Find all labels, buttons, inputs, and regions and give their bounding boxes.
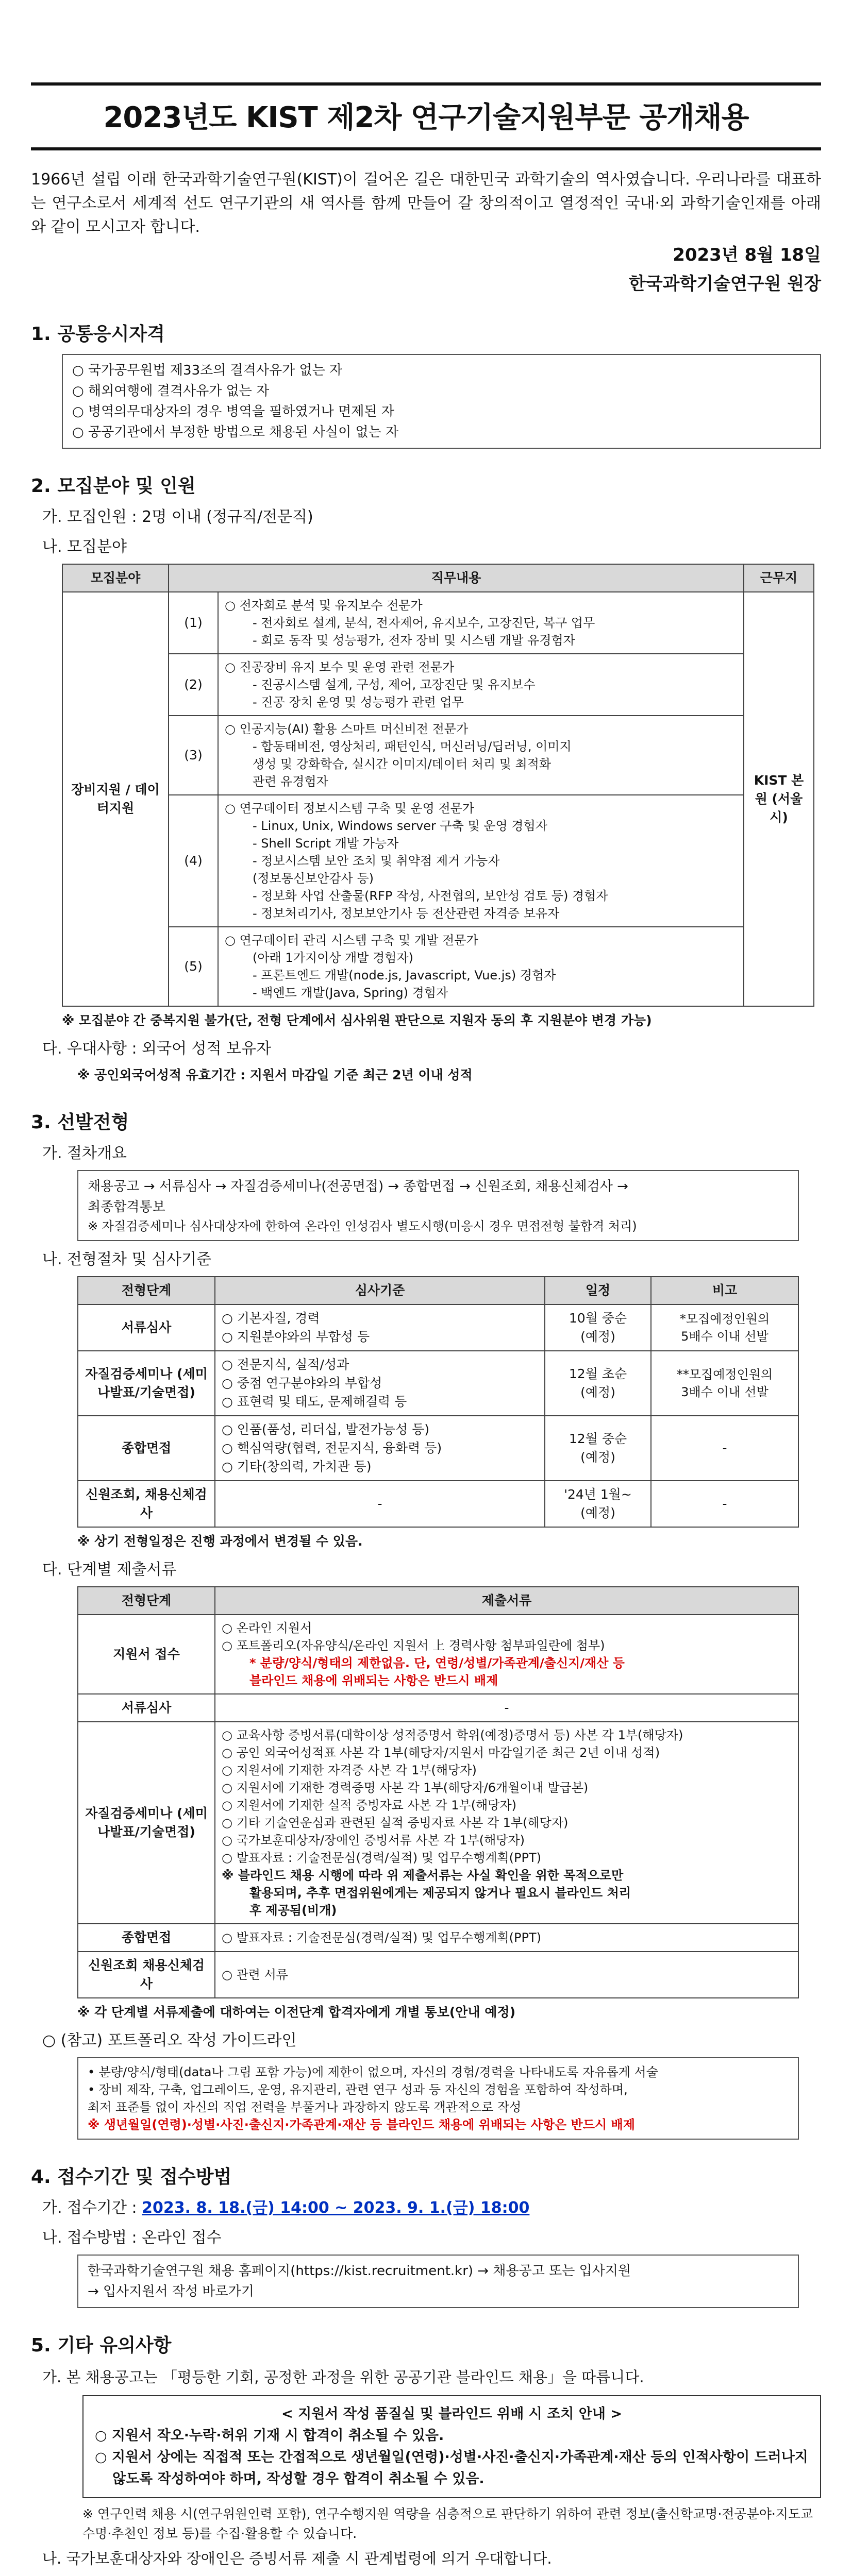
section-heading-recruitment: 2. 모집분야 및 인원 bbox=[31, 476, 196, 497]
section-heading-notes: 5. 기타 유의사항 bbox=[31, 2335, 172, 2356]
remark-line: **모집예정인원의 bbox=[676, 1367, 773, 1382]
table-header: 직무내용 bbox=[169, 564, 744, 592]
procedure-label: 가. 절차개요 bbox=[42, 1144, 127, 1162]
job-sub: - 프론트엔드 개발(node.js, Javascript, Vue.js) 경험자 bbox=[253, 968, 556, 982]
job-sub: - 전자회로 설계, 분석, 전자제어, 유지보수, 고장진단, 복구 업무 bbox=[253, 616, 595, 630]
application-period bbox=[42, 2197, 821, 2219]
stage-name: 신원조회 채용신체검사 bbox=[78, 1952, 215, 1998]
eligibility-item: ○ 공공기관에서 부정한 방법으로 채용된 사실이 없는 자 bbox=[72, 425, 399, 440]
schedule-line: 12월 중순 bbox=[569, 1431, 627, 1446]
document-item: ○ 지원서에 기재한 실적 증빙자료 사본 각 1부(해당자) bbox=[222, 1798, 517, 1812]
documents-label: 다. 단계별 제출서류 bbox=[42, 1561, 177, 1579]
stage-name: 종합면접 bbox=[78, 1416, 215, 1481]
job-sub: - 정보시스템 보안 조치 및 취약점 제거 가능자 bbox=[253, 854, 500, 868]
stage-name: 서류심사 bbox=[78, 1304, 215, 1351]
procedure-line: 채용공고 → 서류심사 → 자질검증세미나(전공면접) → 종합면접 → 신원조회, 채용신체검사 → bbox=[88, 1179, 628, 1194]
row-number: (2) bbox=[169, 654, 218, 716]
field-table bbox=[62, 564, 814, 1007]
eligibility-box bbox=[62, 354, 821, 449]
stage-name: 종합면접 bbox=[78, 1924, 215, 1952]
table-header: 모집분야 bbox=[62, 564, 169, 592]
note-item bbox=[42, 2547, 821, 2570]
criteria-item: ○ 지원분야와의 부합성 등 bbox=[222, 1329, 370, 1344]
blind-recruitment-note: 가. 본 채용공고는 「평등한 기회, 공정한 과정을 위한 공공기관 블라인드 채용」을 따릅니다. bbox=[42, 2368, 644, 2386]
row-number: (5) bbox=[169, 927, 218, 1006]
document-item: ○ 기타 기술연운심과 관련된 실적 증빙자료 사본 각 1부(해당자) bbox=[222, 1816, 569, 1830]
document-item: ○ 지원서에 기재한 경력증명 사본 각 1부(해당자/6개월이내 발급본) bbox=[222, 1781, 589, 1795]
job-sub: - Linux, Unix, Windows server 구축 및 운영 경험자 bbox=[253, 819, 547, 833]
document-item: ○ 포트폴리오(자유양식/온라인 지원서 上 경력사항 첨부파일란에 첨부) bbox=[222, 1638, 605, 1653]
blind-warning-item: ○ 지원서 작오·누락·허위 기재 시 합격이 취소될 수 있음. bbox=[95, 2428, 444, 2444]
remark-line: *모집예정인원의 bbox=[679, 1312, 770, 1326]
document-item: ○ 국가보훈대상자/장애인 증빙서류 사본 각 1부(해당자) bbox=[222, 1833, 525, 1848]
criteria-item: ○ 중점 연구분야와의 부합성 bbox=[222, 1376, 382, 1391]
notice-signer: 한국과학기술연구원 원장 bbox=[628, 274, 821, 294]
job-description bbox=[218, 927, 744, 1006]
schedule-line: '24년 1월~ bbox=[564, 1487, 632, 1502]
criteria-table bbox=[77, 1276, 799, 1528]
note-item bbox=[42, 2573, 821, 2576]
schedule-cell bbox=[545, 1481, 651, 1527]
criteria-item: ○ 기타(창의력, 가치관 등) bbox=[222, 1459, 372, 1474]
application-line: 한국과학기술연구원 채용 홈페이지(https://kist.recruitment.kr) → 채용공고 또는 입사지원 bbox=[88, 2263, 631, 2279]
document-warning: ※ 블라인드 채용 시행에 따라 위 제출서류는 사실 확인을 위한 목적으로만 bbox=[222, 1868, 624, 1883]
field-name: 장비지원 / 데이터지원 bbox=[62, 592, 169, 1006]
remark-cell: - bbox=[651, 1481, 798, 1527]
blind-warning-title: < 지원서 작성 품질실 및 블라인드 위배 시 조치 안내 > bbox=[281, 2406, 622, 2422]
remark-cell bbox=[651, 1304, 798, 1351]
remark-line: 3배수 이내 선발 bbox=[681, 1385, 769, 1399]
documents-cell: ○ 발표자료 : 기술전문심(경력/실적) 및 업무수행계획(PPT) bbox=[215, 1924, 798, 1952]
period-label: 가. 접수기간 : bbox=[42, 2199, 142, 2217]
job-main: ○ 진공장비 유지 보수 및 운영 관련 전문가 bbox=[225, 660, 455, 674]
job-sub: (정보통신보안감사 등) bbox=[253, 871, 374, 886]
preference-note: ※ 공인외국어성적 유효기간 : 지원서 마감일 기준 최근 2년 이내 성적 bbox=[77, 1067, 473, 1082]
schedule-line: (예정) bbox=[580, 1329, 615, 1344]
job-sub: - Shell Script 개발 가능자 bbox=[253, 836, 399, 851]
table-header: 비고 bbox=[651, 1277, 798, 1304]
job-sub: - 정보화 사업 산출물(RFP 작성, 사전협의, 보안성 검토 등) 경험자 bbox=[253, 889, 608, 903]
table-note: ※ 모집분야 간 중복지원 불가(단, 전형 단계에서 심사위원 판단으로 지원자 동의 후 지원분야 변경 가능) bbox=[62, 1013, 652, 1028]
research-personnel-note: ※ 연구인력 채용 시(연구위원인력 포함), 연구수행지원 역량을 심층적으로 판단하기 위하여 관련 정보(출신학교명·전공분야·지도교수명·추천인 정보 등)를 수집·활용할 수 있습니다. bbox=[82, 2506, 813, 2541]
job-description bbox=[218, 592, 744, 654]
row-number: (4) bbox=[169, 795, 218, 927]
job-main: ○ 전자회로 분석 및 유지보수 전문가 bbox=[225, 598, 423, 613]
job-sub: 생성 및 강화학습, 실시간 이미지/데이터 처리 및 최적화 bbox=[253, 757, 552, 771]
application-line: → 입사지원서 작성 바로가기 bbox=[88, 2284, 254, 2299]
schedule-note: ※ 상기 전형일정은 진행 과정에서 변경될 수 있음. bbox=[77, 1534, 363, 1549]
procedure-note: ※ 자질검증세미나 심사대상자에 한하여 온라인 인성검사 별도시행(미응시 경우 면접전형 불합격 처리) bbox=[88, 1219, 637, 1233]
criteria-cell bbox=[215, 1416, 545, 1481]
stage-name: 서류심사 bbox=[78, 1694, 215, 1722]
documents-cell bbox=[215, 1722, 798, 1924]
job-sub: (아래 1가지이상 개발 경험자) bbox=[253, 951, 413, 965]
recruit-count: 가. 모집인원 : 2명 이내 (정규직/전문직) bbox=[42, 508, 313, 526]
portfolio-item: • 분량/양식/형태(data나 그림 포함 가능)에 제한이 없으며, 자신의 경험/경력을 나타내도록 자유롭게 서술 bbox=[88, 2065, 658, 2079]
schedule-line: (예정) bbox=[580, 1385, 615, 1400]
eligibility-item: ○ 국가공무원법 제33조의 결격사유가 없는 자 bbox=[72, 363, 343, 378]
portfolio-item: • 장비 제작, 구축, 업그레이드, 운영, 유지관리, 관련 연구 성과 등 자신의 경험을 포함하여 작성하며, bbox=[88, 2082, 628, 2097]
document-warning: 활용되며, 추후 면접위원에게는 제공되지 않거나 필요시 블라인드 처리 bbox=[249, 1886, 631, 1900]
job-description bbox=[218, 716, 744, 795]
table-header: 전형단계 bbox=[78, 1277, 215, 1304]
procedure-box bbox=[77, 1170, 799, 1241]
remark-line: 5배수 이내 선발 bbox=[681, 1329, 769, 1344]
remark-cell bbox=[651, 1351, 798, 1416]
portfolio-warning: ※ 생년월일(연령)·성별·사진·출신지·가족관계·재산 등 블라인드 채용에 위배되는 사항은 반드시 배제 bbox=[88, 2117, 635, 2132]
schedule-line: (예정) bbox=[580, 1505, 615, 1520]
criteria-item: ○ 전문지식, 실적/성과 bbox=[222, 1357, 349, 1372]
job-description bbox=[218, 654, 744, 716]
work-location: KIST 본원 (서울시) bbox=[744, 592, 814, 1006]
schedule-line: 12월 초순 bbox=[569, 1366, 627, 1381]
stage-name: 신원조회, 채용신체검사 bbox=[78, 1481, 215, 1527]
table-header: 근무지 bbox=[744, 564, 814, 592]
portfolio-box bbox=[77, 2057, 799, 2140]
application-method: 나. 접수방법 : 온라인 접수 bbox=[42, 2229, 222, 2247]
schedule-line: (예정) bbox=[580, 1450, 615, 1465]
row-number: (1) bbox=[169, 592, 218, 654]
section-heading-application: 4. 접수기간 및 접수방법 bbox=[31, 2166, 232, 2188]
job-sub: - 정보처리기사, 정보보안기사 등 전산관련 자격증 보유자 bbox=[253, 906, 560, 921]
schedule-cell bbox=[545, 1304, 651, 1351]
stage-name: 지원서 접수 bbox=[78, 1615, 215, 1694]
procedure-line: 최종합격통보 bbox=[88, 1199, 165, 1215]
criteria-cell bbox=[215, 1304, 545, 1351]
preference-label: 다. 우대사항 : 외국어 성적 보유자 bbox=[42, 1040, 272, 1058]
criteria-item: ○ 기본자질, 경력 bbox=[222, 1311, 320, 1326]
recruit-field-label: 나. 모집분야 bbox=[42, 538, 127, 556]
table-header: 전형단계 bbox=[78, 1587, 215, 1615]
criteria-cell bbox=[215, 1351, 545, 1416]
table-header: 심사기준 bbox=[215, 1277, 545, 1304]
documents-cell: ○ 관련 서류 bbox=[215, 1952, 798, 1998]
documents-cell bbox=[215, 1615, 798, 1694]
schedule-cell bbox=[545, 1351, 651, 1416]
job-main: ○ 연구데이터 관리 시스템 구축 및 개발 전문가 bbox=[225, 933, 478, 947]
job-sub: - 합동태비전, 영상처리, 패턴인식, 머신러닝/딥러닝, 이미지 bbox=[253, 739, 572, 754]
criteria-item: ○ 인품(품성, 리더십, 발전가능성 등) bbox=[222, 1422, 429, 1437]
application-box bbox=[77, 2255, 799, 2308]
documents-cell: - bbox=[215, 1694, 798, 1722]
job-sub: - 회로 동작 및 성능평가, 전자 장비 및 시스템 개발 유경험자 bbox=[253, 633, 575, 648]
period-value: 2023. 8. 18.(금) 14:00 ~ 2023. 9. 1.(금) 18:00 bbox=[142, 2199, 530, 2217]
portfolio-heading: ○ (참고) 포트폴리오 작성 가이드라인 bbox=[42, 2031, 297, 2049]
blind-warning-box bbox=[82, 2395, 821, 2498]
document-item: ○ 지원서에 기재한 자격증 사본 각 1부(해당자) bbox=[222, 1763, 477, 1777]
document-warning: * 분량/양식/형태의 제한없음. 단, 연령/성별/가족관계/출신지/재산 등 bbox=[249, 1656, 625, 1670]
criteria-cell: - bbox=[215, 1481, 545, 1527]
job-sub: 관련 유경험자 bbox=[253, 774, 328, 789]
section-heading-selection: 3. 선발전형 bbox=[31, 1112, 129, 1133]
criteria-item: ○ 표현력 및 태도, 문제해결력 등 bbox=[222, 1394, 407, 1409]
document-item: ○ 교육사항 증빙서류(대학이상 성적증명서 학위(예정)증명서 등) 사본 각 1부(해당자) bbox=[222, 1728, 683, 1742]
document-warning: 블라인드 채용에 위배되는 사항은 반드시 배제 bbox=[249, 1673, 498, 1688]
documents-note: ※ 각 단계별 서류제출에 대하여는 이전단계 합격자에게 개별 통보(안내 예정) bbox=[77, 2005, 515, 2020]
criteria-label: 나. 전형절차 및 심사기준 bbox=[42, 1250, 211, 1268]
table-header: 일정 bbox=[545, 1277, 651, 1304]
document-item: ○ 공인 외국어성적표 사본 각 1부(해당자/지원서 마감일기준 최근 2년 이내 성적) bbox=[222, 1745, 660, 1760]
documents-table bbox=[77, 1586, 799, 1998]
eligibility-item: ○ 병역의무대상자의 경우 병역을 필하였거나 면제된 자 bbox=[72, 404, 394, 419]
schedule-cell bbox=[545, 1416, 651, 1481]
title-box bbox=[31, 82, 821, 150]
eligibility-item: ○ 해외여행에 결격사유가 없는 자 bbox=[72, 383, 270, 399]
notice-date: 2023년 8월 18일 bbox=[673, 245, 821, 265]
stage-name: 자질검증세미나 (세미나발표/기술면접) bbox=[78, 1722, 215, 1924]
portfolio-item: 최저 표준틀 없이 자신의 직업 전력을 부풀거나 과장하지 않도록 객관적으로 작성 bbox=[88, 2100, 522, 2114]
blind-warning-item: ○ 지원서 상에는 직접적 또는 간접적으로 생년월일(연령)·성별·사진·출신지·가족관계·재산 등의 인적사항이 드러나지 않도록 작성하여야 하며, 작성할 경우 합격이 취소될 수 있음. bbox=[95, 2449, 808, 2487]
job-main: ○ 인공지능(AI) 활용 스마트 머신비전 전문가 bbox=[225, 722, 469, 736]
job-sub: - 진공 장치 운영 및 성능평가 관련 업무 bbox=[253, 695, 464, 709]
job-sub: - 진공시스템 설계, 구성, 제어, 고장진단 및 유지보수 bbox=[253, 677, 536, 692]
note-text: 나. 국가보훈대상자와 장애인은 증빙서류 제출 시 관계법령에 의거 우대합니다. bbox=[42, 2550, 552, 2567]
document-item: ○ 온라인 지원서 bbox=[222, 1621, 312, 1635]
job-main: ○ 연구데이터 정보시스템 구축 및 운영 전문가 bbox=[225, 801, 475, 816]
schedule-line: 10월 중순 bbox=[569, 1311, 627, 1326]
intro-paragraph: 1966년 설립 이래 한국과학기술연구원(KIST)이 걸어온 길은 대한민국 과학기술의 역사였습니다. 우리나라를 대표하는 연구소로서 세계적 선도 연구기관의 새 역사를 함께 만들어 갈 창의적이고 열정적인 국내·외 과학기술인재를 아래와 같이 모시고자 합니다. bbox=[31, 171, 821, 236]
row-number: (3) bbox=[169, 716, 218, 795]
criteria-item: ○ 핵심역량(협력, 전문지식, 융화력 등) bbox=[222, 1440, 442, 1455]
document-warning: 후 제공됨(비개) bbox=[249, 1903, 337, 1918]
document-item: ○ 발표자료 : 기술전문심(경력/실적) 및 업무수행계획(PPT) bbox=[222, 1851, 541, 1865]
note-text bbox=[42, 2573, 821, 2576]
page-title: 2023년도 KIST 제2차 연구기술지원부문 공개채용 bbox=[103, 101, 749, 134]
section-heading-eligibility: 1. 공통응시자격 bbox=[31, 324, 165, 345]
job-sub: - 백엔드 개발(Java, Spring) 경험자 bbox=[253, 986, 448, 1000]
remark-cell: - bbox=[651, 1416, 798, 1481]
stage-name: 자질검증세미나 (세미나발표/기술면접) bbox=[78, 1351, 215, 1416]
job-description bbox=[218, 795, 744, 927]
table-header: 제출서류 bbox=[215, 1587, 798, 1615]
